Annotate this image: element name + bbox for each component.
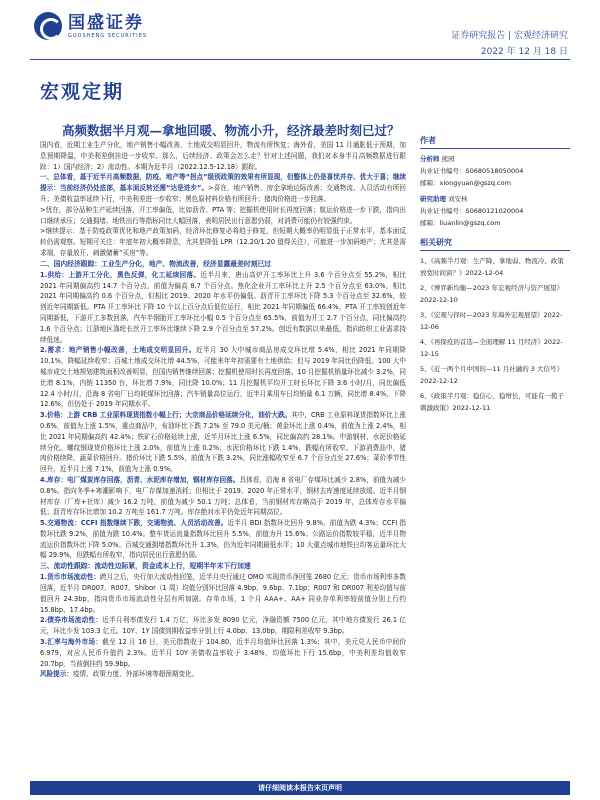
paragraph-label: 2.债券市场流动性： bbox=[40, 616, 103, 625]
paragraph-label: 1.供给： bbox=[40, 270, 69, 279]
author-name-line bbox=[420, 193, 570, 205]
header-divider bbox=[30, 59, 570, 60]
related-report-link[interactable] bbox=[420, 255, 570, 279]
author-email-label: 邮箱： bbox=[420, 219, 440, 227]
paragraph-highlight: CCFI 指数继续下跌，交通物流、人员活动改善。 bbox=[80, 519, 228, 528]
paragraph-text: 其中，CRB 工业原料现货指数环比上涨 0.6%，前值为上涨 1.5%，重点商品中，布油环比下跌 7.2% 至 79.0 美元/桶；黄金环比上涨 0.4%，前值为上涨 2.4%，相比 2021 年同期偏高约 42.4%；铁矿石价格延续上涨，近半月环比上涨 6.5%，同比偏高约 28.1%。中游钢材、水泥价格延续分化。螺纹钢现货价格环比上涨 2.0%，前值为上涨 0.2%；水泥价格环比下跌 1.4%，跌幅有所收窄。下游消费品中，猪肉价格续降，蔬菜价格回升。猪价环比下跌 5.5%，前值为下跌 3.2%，同比涨幅收窄至 6.7 个百分点至 27.6%；菜价季节性回升，近半月上涨 7.1%，前值为上涨 0.9%。 bbox=[40, 411, 406, 474]
paragraph-label: 风险提示： bbox=[40, 670, 73, 679]
related-report-link[interactable] bbox=[420, 336, 570, 360]
author-name: 刘安林 bbox=[448, 195, 468, 203]
paragraph-text: 疫情、政策力度、外部环境等超预期变化。 bbox=[72, 670, 199, 679]
related-report-date: 2022-12-12 bbox=[420, 377, 458, 385]
related-report-date: 2022-12-10 bbox=[420, 296, 458, 304]
author-role: 研究助理 bbox=[420, 195, 446, 203]
related-report-link[interactable] bbox=[420, 363, 570, 387]
related-report-title: 5、《近一两个月中国的—11 月社融的 3 大信号》 bbox=[420, 365, 563, 373]
related-report-date: 2022-12-04 bbox=[465, 269, 504, 277]
paragraph-highlight: 地产销售小幅改善，土地成交明显回升。 bbox=[68, 346, 196, 355]
related-report-title: 2、《博弈新均衡—2023 年宏观经济与资产展望》 bbox=[420, 284, 563, 292]
report-header bbox=[0, 0, 600, 66]
paragraph-highlight: 上游开工分化，黑色反弹，化工延续回落。 bbox=[68, 270, 201, 279]
related-report-title: 1、《高频半月观：生产降、拿地弱、物流冷、政策放宽时间窗？》 bbox=[420, 257, 564, 277]
footer-disclaimer: 请仔细阅读本报告末页声明 bbox=[30, 781, 570, 795]
related-report-title: 6、《政策半月观：稳信心、稳增长，可能有一揽子刺激政策》 bbox=[420, 392, 564, 412]
paragraph-text: 近半月 BDI 指数环比回升 9.8%，前值为跌 4.3%；CCFI 指数环比跌 9.2%，前值为跌 10.4%。整车货运流量指数环比回升 5.5%，前值为升 15.6%；公路运价指数较平稳，近半月物流运价指数环比下降 5.0%。百城交通拥堵指数环比升 1.3%，仍为近年同期最低水平；10 大重点城市地铁日均客运量环比大幅 29.9%，但跌幅有所收窄，指向居民出行意愿仍弱。 bbox=[40, 519, 406, 560]
sidebar bbox=[420, 135, 570, 417]
authors-heading: 作者 bbox=[420, 135, 570, 149]
logo-icon bbox=[34, 12, 62, 40]
body-paragraph bbox=[40, 572, 406, 615]
logo-en-name: GUOSHENG SECURITIES bbox=[68, 33, 148, 39]
authors-list bbox=[420, 153, 570, 233]
related-report-link[interactable] bbox=[420, 390, 570, 414]
author-email[interactable]: xiongyuan@gszq.com bbox=[439, 179, 511, 187]
body-paragraph bbox=[40, 669, 406, 680]
author-email-line bbox=[420, 217, 570, 229]
paragraph-text: 国内看，近期工业生产分化，地产销售小幅改善，土地成交明显回升，物流有所恢复；海外看，美国 11 月通胀低于预期，加息预期降温，申美利差倒挂进一步收窄。那么，后续经济、政策会怎么走？针对上述问题，我们对本身半月高频数据进行跟踪：1）国内经济；2）流动性。本期为近半月（2022.12.5-12.18）跟踪。 bbox=[40, 141, 406, 171]
paragraph-text: 近半月来，唐山高炉开工率环比上升 3.6 个百分点至 55.2%，相比 2021 年同期偏高约 14.7 个百分点，前值为偏高 8.7 个百分点。焦化企业开工率环比上升 2.5 个百分点至 63.0%，相比 2021 年同期偏高约 0.6 个百分点，但相比 2019、2020 年水平仍偏低。沥青开工率环比下降 5.3 个百分点至 32.6%，较创近年同期新低。PTA 开工率环比下降 10 个以上百分点后低位运行，相比 2021 年同期偏低 66.4%。PTA 开工率较创近年同期新低，下游开工多数回落，汽车半钢胎开工率环比小幅 0.5 个百分点至 65.5%，前值为开工 2.7 个百分点，同比偏高约 1.6 个百分点；江浙地区涤纶长丝开工率环比继续下降 2.9 个百分点至 57.2%。创近有数据以来最低，指向纺织工业需求持续低迷。 bbox=[40, 270, 406, 344]
report-body bbox=[40, 140, 406, 770]
paragraph-label: 4.库存： bbox=[40, 475, 68, 484]
related-heading: 相关研究 bbox=[420, 237, 570, 251]
body-paragraph bbox=[40, 226, 406, 258]
related-report-title: 3、《宏观与择时—2023 年海外宏观展望》 bbox=[420, 311, 544, 319]
paragraph-highlight: 一、总体看，基于近半月高频数据，防疫、地产等“拐点”级别政策的效果有所显现，但整体上仍是喜忧并存、优大于喜；继续提示：当前经济仍处底部，基本面反转还需“达是进步”。 bbox=[40, 173, 406, 193]
author-email-line bbox=[420, 177, 570, 189]
body-paragraph bbox=[40, 205, 406, 227]
body-paragraph bbox=[40, 172, 406, 204]
report-date: 2022 年 12 月 18 日 bbox=[480, 47, 568, 57]
main-title: 高频数据半月观—拿地回暖、物流小升，经济最差时刻已过？ bbox=[62, 123, 400, 138]
paragraph-label: 1.货币市场流动性： bbox=[40, 573, 101, 582]
paragraph-text: 跨月之后，央行加大流动性回笼，近半月央行通过 OMO 实现货币净回笼 2680 亿元；货币市场利率多数回落，近半月 DR007、R007、Shibor（1 周）均值分别环比回落 4.9bp、9.6bp、7.1bp；R007 和 DR007 利差均值与前值回升 24.3bp，指向货币市场流动性分层有所加剧。存单市场，1 个月 AAA+、AA+ 同业存单利率较前值分别上行约 15.8bp、17.4bp。 bbox=[40, 573, 406, 614]
paragraph-text: 具体看，沿海 8 省电厂存煤环比减少 2.8%，前值为减少 0.8%。指向冬季+寒潮影响下，电厂存煤加速消耗；但相比于 2019、2020 年正常水平，钢材去库速度延续放缓。近半月钢材库存（厂库+社库）减少 16.2 万吨，前值为减少 50.1 万吨；总体看，当前钢材库存略高于 2019 年，总体库存水平偏低；沥青库存环比增加 10.2 万吨至 161.7 万吨。库存绝对水平仍处近年同期高位。 bbox=[40, 475, 406, 517]
author-cert: 执业证书编号：S0680121020004 bbox=[420, 207, 524, 215]
related-list bbox=[420, 255, 570, 414]
related-report-title: 4、《再探疫的首选—全面理解 11 月经济》 bbox=[420, 338, 544, 346]
section-heading: 三、流动性跟踪：流动性边际紧，资金成本上行，短期半年末下行加速 bbox=[40, 562, 251, 571]
paragraph-text: >喜在，地产销售、房企拿地边际改善；交通物流、人员活动有所回升；美债收益率延续下行，中美利差进一步收窄；黑色原材料价格有所回升；猪肉价格进一步回落。 bbox=[40, 184, 406, 203]
report-type: 证券研究报告 | 宏观经济研究 bbox=[451, 31, 568, 41]
author-role: 分析师 bbox=[420, 155, 440, 163]
paragraph-text: 近半月利率债发行 1.4 万亿，环比多发 8090 亿元，净融资额 7500 亿元，其中地方债发行 26.1 亿元，环比少发 103.3 亿元。10Y、1Y 国债到期收益率分别上行 4.0bp、13.0bp，期限利差收窄 9.3bp。 bbox=[40, 616, 406, 636]
paragraph-label: 5.交通物流： bbox=[40, 519, 81, 528]
section-title: 宏观定期 bbox=[40, 81, 125, 103]
paragraph-highlight: 电厂煤炭库存回落，沥青、水泥库存增加，钢材库存回落。 bbox=[67, 475, 240, 484]
paragraph-highlight: 上游 CRB 工业原料现货指数小幅上行；大宗商品价格延续分化，油价大跌。 bbox=[66, 411, 292, 420]
paragraph-label: 2.需求： bbox=[40, 346, 69, 355]
author-email[interactable]: liuanlin@gszq.com bbox=[439, 219, 501, 227]
body-paragraph bbox=[40, 270, 406, 346]
author-email-label: 邮箱： bbox=[420, 179, 440, 187]
related-report-link[interactable] bbox=[420, 282, 570, 306]
company-logo bbox=[34, 12, 147, 40]
body-paragraph bbox=[40, 140, 406, 172]
paragraph-text: 截至 12 月 16 日，美元指数收于 104.80，近半月均值环比回落 1.3%；其中，美元兑人民币中间价 6.979，对应人民币升值约 2.3%。近半月 10Y 美债收益率收于 3.48%，均值环比下行 15.6bp，中美利差均值收窄 20.7bp，当前倒挂约 59.9bp。 bbox=[40, 638, 406, 668]
paragraph-label: 3.汇率与海外市场： bbox=[40, 638, 103, 647]
author-name: 熊园 bbox=[441, 155, 455, 163]
logo-cn-name: 国盛证券 bbox=[68, 13, 144, 33]
author-name-line bbox=[420, 153, 570, 165]
body-paragraph bbox=[40, 475, 406, 518]
body-paragraph bbox=[40, 345, 406, 410]
related-report-date: 2022-12-11 bbox=[452, 404, 491, 412]
related-report-date: 2022-12-15 bbox=[420, 338, 563, 358]
body-paragraph bbox=[40, 410, 406, 475]
paragraph-text: 近半月 30 大中城市商品房成交环比增 5.4%，相比 2021 年同期降 10.1%，降幅延续收窄；百城土地成交环比增 44.5%，可能来年年初需要有土地供给；但与 2019 年同比仍降低。100 大中城市成交土地规划建筑面积改善明显，但国内销售继续回落；挖掘机使用时长再度回落。10 月挖掘机销量环比减少 3.2%，同比增 8.1%，内销 11350 台，环比增 7.9%，同比降 10.0%；11 月挖掘机平均开工时长环比下降 3.6 小时/月，同比偏低 12.4 小时/月，沿海 8 省电厂日均耗煤环比回落；汽车销量高位运行，近半月乘用车日均销量 6.1 万辆，同比增 8.4%，下降 12.6%，但仍处于 2019 年同期水平。 bbox=[40, 346, 406, 409]
paragraph-text: >忧在，部分品种生产延续回落，开工率偏低，比如沥青、PTA 等；挖掘机使用时长再度回落；航运价格进一步下跌，指向出口继续承压；交通拥堵、地铁出行等指标同比大幅回落，表明居民出行意愿仍弱，对消费可能仍有较强约束。 bbox=[40, 205, 406, 225]
paragraph-label: 3.价格： bbox=[40, 411, 67, 420]
author-cert: 执业证书编号：S0680518050004 bbox=[420, 167, 524, 175]
paragraph-text: >继续提示：基于防疫政策优化和地产政策加码，经济环比修复必将趋于修复，但短期大概率仍明显低于正常水平，基本面反转仍需观察。短期可关注：年底年初大概率降息，尤其是降低 LPR（12.20/1.20 值得关注），可能进一步加码地产；尤其是需求端，存量放开、刺激储蓄“买房”等。 bbox=[40, 227, 406, 257]
body-paragraph bbox=[40, 637, 406, 669]
section-heading: 二、国内经济跟踪：工业生产分化，地产、物流改善，经济显露最差时刻已过 bbox=[40, 259, 272, 268]
body-paragraph bbox=[40, 615, 406, 637]
related-report-date: 2022-12-06 bbox=[420, 311, 563, 331]
body-paragraph bbox=[40, 518, 406, 561]
related-report-link[interactable] bbox=[420, 309, 570, 333]
